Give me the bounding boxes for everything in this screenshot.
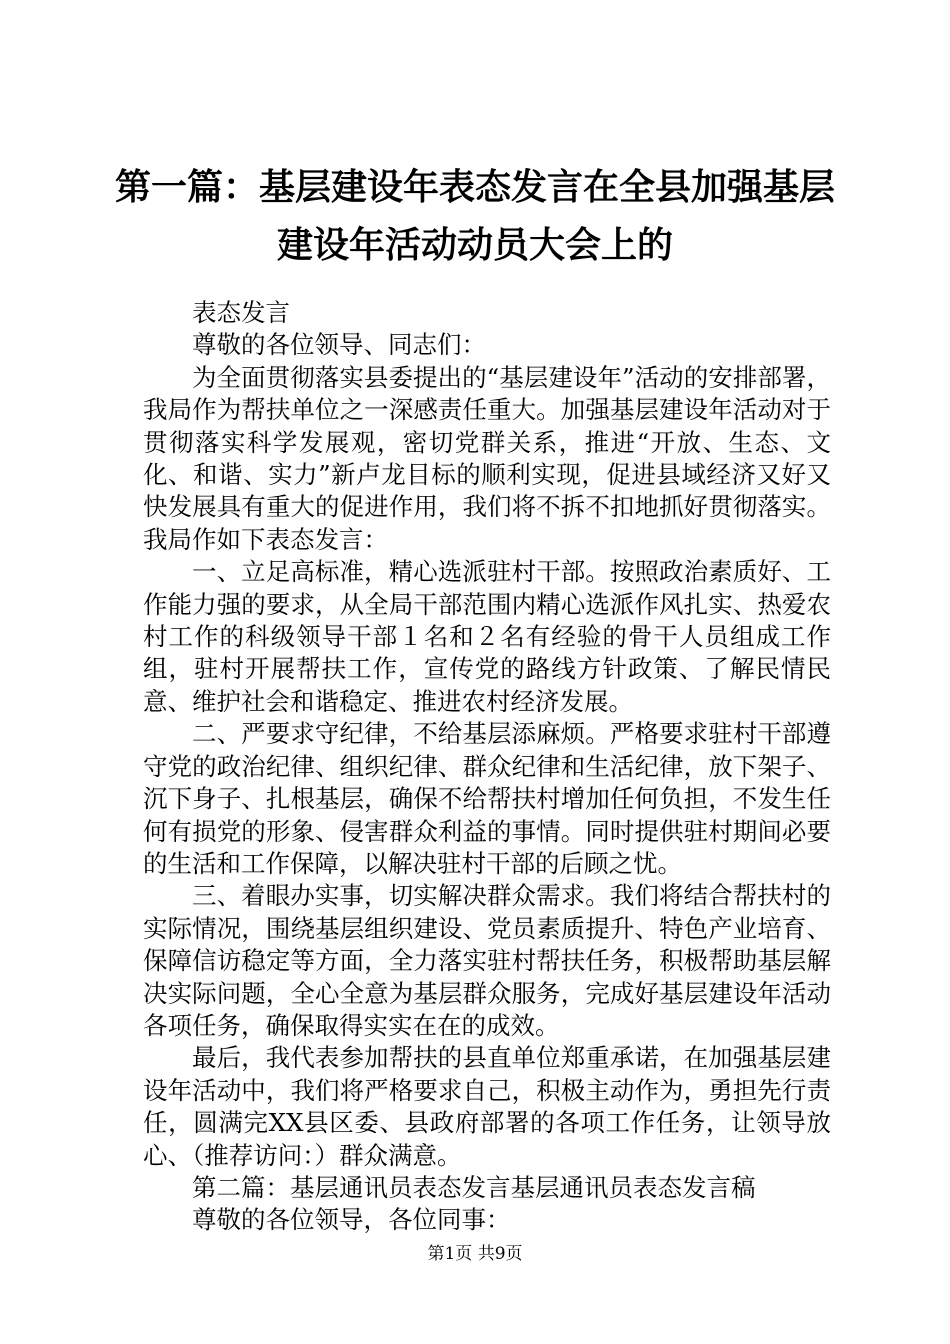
paragraph-intro: 为全面贯彻落实县委提出的“基层建设年”活动的安排部署，我局作为帮扶单位之一深感责任重大。加强基层建设年活动对于贯彻落实科学发展观，密切党群关系，推进“开放、生态、文化、和谐、实力”新卢龙目标的顺利实现，促进县域经济又好又快发展具有重大的促进作用，我们将不拆不扣地抓好贯彻落实。我局作如下表态发言： — [143, 362, 831, 554]
paragraph-point-2: 二、严要求守纪律，不给基层添麻烦。严格要求驻村干部遵守党的政治纪律、组织纪律、群众纪律和生活纪律，放下架子、沉下身子、扎根基层，确保不给帮扶村增加任何负担，不发生任何有损党的形象、侵害群众利益的事情。同时提供驻村期间必要的生活和工作保障，以解决驻村干部的后顾之忧。 — [143, 719, 831, 878]
paragraph-second-title: 第二篇：基层通讯员表态发言基层通讯员表态发言稿 — [192, 1172, 756, 1202]
title-line-2: 建设年活动动员大会上的 — [276, 224, 673, 266]
paragraph-closing: 最后，我代表参加帮扶的县直单位郑重承诺，在加强基层建设年活动中，我们将严格要求自己，积极主动作为，勇担先行责任，圆满完XX县区委、县政府部署的各项工作任务，让领导放心、（推荐访问：）群众满意。 — [143, 1043, 831, 1170]
document-title — [110, 158, 840, 274]
paragraph-point-3: 三、着眼办实事，切实解决群众需求。我们将结合帮扶村的实际情况，围绕基层组织建设、党员素质提升、特色产业培育、保障信访稳定等方面，全力落实驻村帮扶任务，积极帮助基层解决实际问题，全心全意为基层群众服务，完成好基层建设年活动各项任务，确保取得实实在在的成效。 — [143, 881, 831, 1040]
page-footer: 第1页 共9页 — [427, 1244, 523, 1264]
title-line-1: 第一篇：基层建设年表态发言在全县加强基层 — [114, 166, 835, 208]
paragraph-salutation: 尊敬的各位领导、同志们： — [192, 330, 486, 360]
document-body — [143, 297, 831, 1237]
paragraph-second-salutation: 尊敬的各位领导，各位同事： — [192, 1205, 511, 1235]
paragraph-subtitle: 表态发言 — [192, 298, 290, 327]
paragraph-point-1: 一、立足高标准，精心选派驻村干部。按照政治素质好、工作能力强的要求，从全局干部范围内精心选派作风扎实、热爱农村工作的科级领导干部１名和２名有经验的骨干人员组成工作组，驻村开展帮扶工作，宣传党的路线方针政策、了解民情民意、维护社会和谐稳定、推进农村经济发展。 — [143, 557, 831, 716]
